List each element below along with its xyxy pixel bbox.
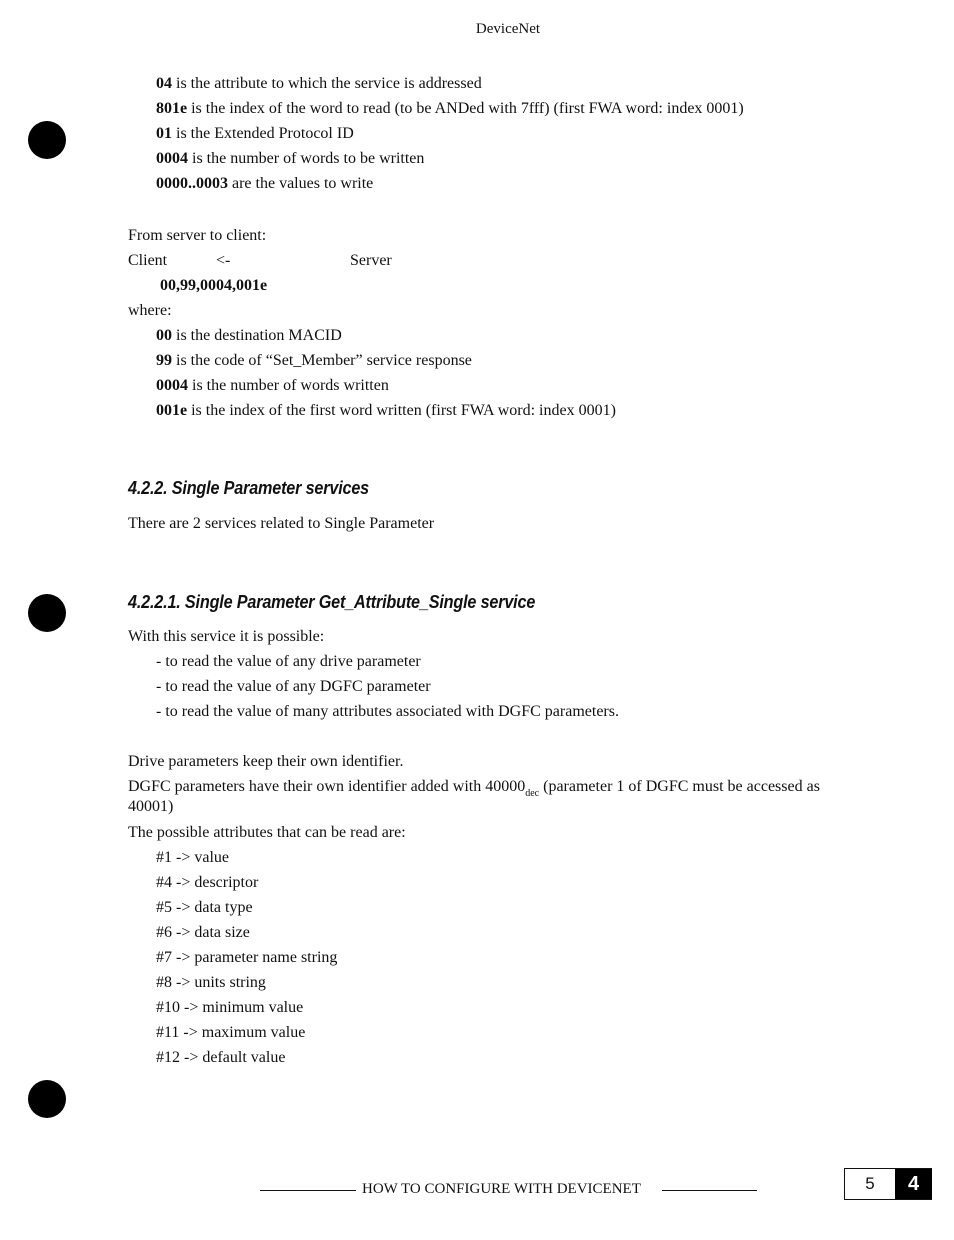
list-item: 801e is the index of the word to read (to be ANDed with 7fff) (first FWA word: index 0001) [156,100,744,117]
page-number-box [844,1168,932,1200]
attributes-intro: The possible attributes that can be read are: [128,824,406,841]
list-item: 0004 is the number of words to be written [156,150,425,167]
direction-arrow: <- [216,252,231,269]
subsection-heading: 4.2.2.1. Single Parameter Get_Attribute_Single service [128,592,536,612]
binder-hole-top [28,121,66,159]
chapter-number: 4 [895,1169,932,1199]
where-label: where: [128,302,172,319]
section-text: There are 2 services related to Single Parameter [128,515,435,532]
list-item: - to read the value of many attributes associated with DGFC parameters. [156,703,619,720]
response-message: 00,99,0004,001e [160,277,268,294]
response-intro: From server to client: [128,227,267,244]
list-item: #1 -> value [156,849,229,866]
list-item: 01 is the Extended Protocol ID [156,125,354,142]
client-label: Client [128,252,168,269]
section-heading: 4.2.2. Single Parameter services [128,478,370,498]
list-item: 00 is the destination MACID [156,327,342,344]
dgfc-params-text: DGFC parameters have their own identifier added with $40000_{dec}$ (parameter 1 of DGFC must be accessed as [128,778,820,799]
list-item: #4 -> descriptor [156,874,259,891]
page-number: 5 [865,1174,875,1193]
list-item: - to read the value of any DGFC parameter [156,678,431,695]
drive-params-text: Drive parameters keep their own identifier. [128,753,404,770]
dgfc-params-text-cont: 40001) [128,798,174,815]
list-item: #8 -> units string [156,974,266,991]
list-item: 001e is the index of the first word written (first FWA word: index 0001) [156,402,616,419]
list-item: 0000..0003 are the values to write [156,175,374,192]
binder-hole-middle [28,594,66,632]
list-item: #7 -> parameter name string [156,949,338,966]
footer-rule-left [260,1190,356,1191]
server-label: Server [350,252,392,269]
footer-title: HOW TO CONFIGURE WITH DEVICENET [362,1181,641,1197]
page-header: DeviceNet [475,21,541,37]
list-item: 04 is the attribute to which the service is addressed [156,75,482,92]
list-item: #12 -> default value [156,1049,286,1066]
binder-hole-bottom [28,1080,66,1118]
list-item: #5 -> data type [156,899,253,916]
list-item: #6 -> data size [156,924,250,941]
list-item: 0004 is the number of words written [156,377,389,394]
list-item: - to read the value of any drive parameter [156,653,421,670]
subsection-intro: With this service it is possible: [128,628,325,645]
list-item: #10 -> minimum value [156,999,304,1016]
footer-rule-right [662,1190,757,1191]
list-item: #11 -> maximum value [156,1024,306,1041]
list-item: 99 is the code of “Set_Member” service response [156,352,472,369]
